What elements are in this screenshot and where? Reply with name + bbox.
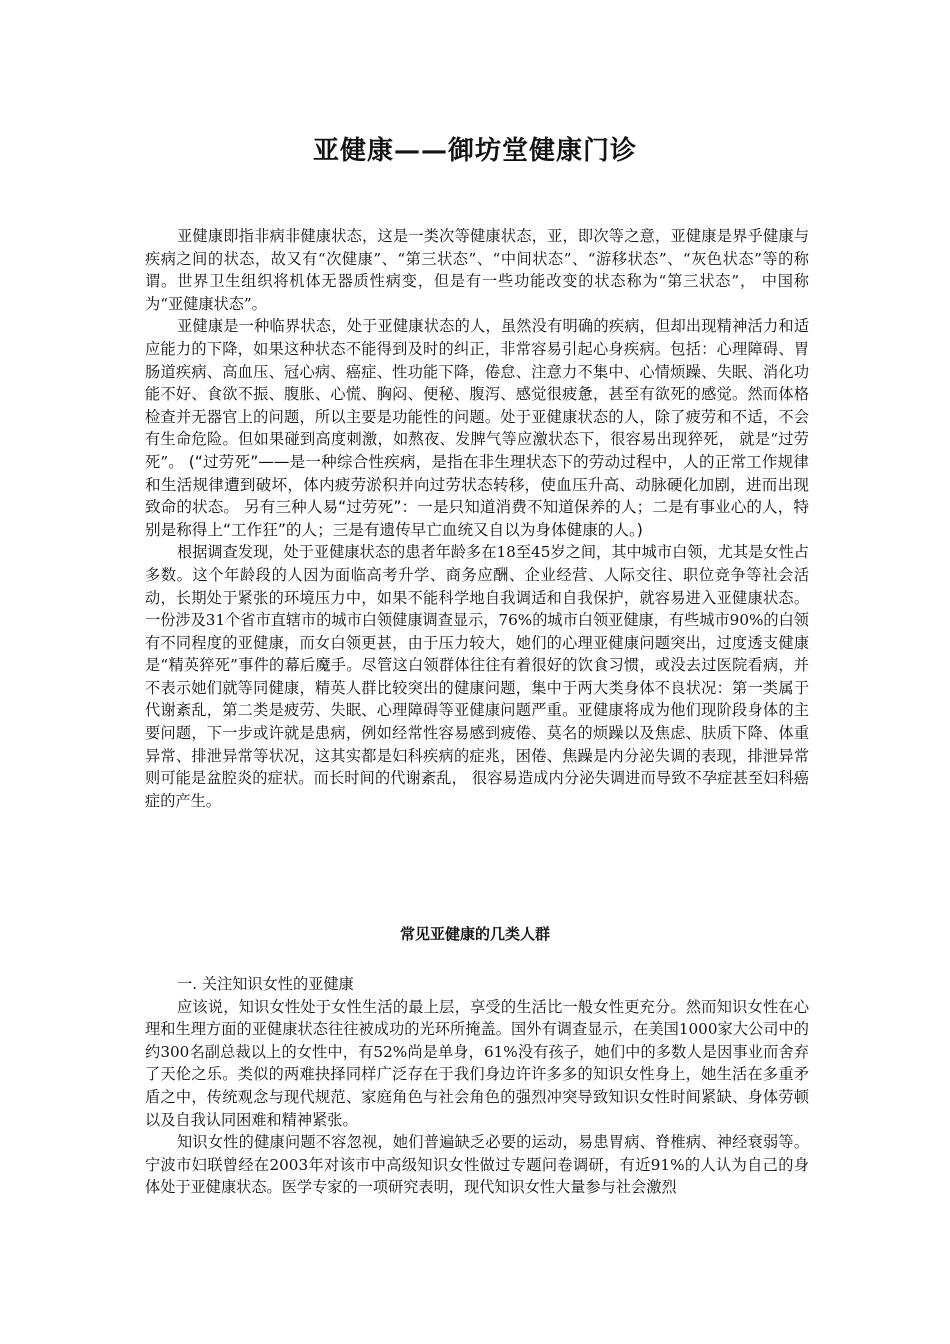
section-heading: 常见亚健康的几类人群: [399, 925, 550, 943]
paragraph-definition: 亚健康即指非病非健康状态，这是一类次等健康状态，亚，即次等之意，亚健康是界乎健康与疾病之间的状态，故又有“次健康”、“第三状态”、“中间状态”、“游移状态”、“灰色状态”等的称谓。世界卫生组织将机体无器质性病变，但是有一些功能改变的状态称为“第三状态”， 中国称为“亚健康状态”。: [145, 227, 809, 313]
document-body: [145, 225, 809, 812]
paragraph-critical-state-text: 亚健康是一种临界状态，处于亚健康状态的人，虽然没有明确的疾病，但却出现精神活力和适应能力的下降，如果这种状态不能得到及时的纠正，非常容易引起心身疾病。包括：心理障碍、胃肠道疾病、高血压、冠心病、癌症、性功能下降，倦怠、注意力不集中、心情烦躁、失眠、消化功能不好、食欲不振、腹胀、心慌、胸闷、便秘、腹泻、感觉很疲惫，甚至有欲死的感觉。然而体格检查并无器官上的问题，所以主要是功能性的问题。处于亚健康状态的人，除了疲劳和不适，不会有生命危险。但如果碰到高度刺激，如熬夜、发脾气等应激状态下，很容易出现猝死， 就是“过劳死”。: [145, 317, 809, 471]
paragraph-knowledge-women: 应该说，知识女性处于女性生活的最上层，享受的生活比一般女性更充分。然而知识女性在心理和生理方面的亚健康状态往往被成功的光环所掩盖。国外有调查显示，在美国1000家大公司中的约300名副总裁以上的女性中，有52%尚是单身，61%没有孩子，她们中的多数人是因事业而舍弃了天伦之乐。类似的两难抉择同样广泛存在于我们身边许许多多的知识女性身上，她生活在多重矛盾之中，传统观念与现代规范、家庭角色与社会角色的强烈冲突导致知识女性时间紧缺、身体劳顿以及自我认同困难和精神紧张。: [145, 997, 809, 1129]
document-title: 亚健康——御坊堂健康门诊: [312, 136, 637, 166]
overwork-death-note: (“过劳死”——是一种综合性疾病，是指在非生理状态下的劳动过程中，人的正常工作规律和生活规律遭到破坏，体内疲劳淤积并向过劳状态转移，使血压升高、动脉硬化加剧，进而出现致命的状态。 另有三种人易“过劳死”：一是只知道消费不知道保养的人；二是有事业心的人，特别是称得上“工作狂”的人；三是有遗传早亡血统又自以为身体健康的人。): [145, 452, 810, 539]
paragraph-critical-state: [145, 315, 809, 541]
subsection-label: 一. 关注知识女性的亚健康: [177, 975, 354, 993]
paragraph-health-issues: 知识女性的健康问题不容忽视，她们普遍缺乏必要的运动，易患胃病、脊椎病、神经衰弱等。宁波市妇联曾经在2003年对该市中高级知识女性做过专题问卷调研，有近91%的人认为自己的身体处于亚健康状态。医学专家的一项研究表明，现代知识女性大量参与社会激烈: [145, 1133, 809, 1197]
section-body: [145, 973, 809, 1199]
paragraph-survey: 根据调查发现，处于亚健康状态的患者年龄多在18至45岁之间，其中城市白领，尤其是女性占多数。这个年龄段的人因为面临高考升学、商务应酬、企业经营、人际交往、职位竞争等社会活动，长期处于紧张的环境压力中，如果不能科学地自我调适和自我保护，就容易进入亚健康状态。一份涉及31个省市直辖市的城市白领健康调查显示，76%的城市白领亚健康，有些城市90%的白领有不同程度的亚健康，而女白领更甚，由于压力较大，她们的心理亚健康问题突出，过度透支健康是“精英猝死”事件的幕后魔手。尽管这白领群体往往有着很好的饮食习惯，或没去过医院看病，并不表示她们就等同健康，精英人群比较突出的健康问题，集中于两大类身体不良状况：第一类属于代谢紊乱，第二类是疲劳、失眠、心理障碍等亚健康问题严重。亚健康将成为他们现阶段身体的主要问题，下一步或许就是患病，例如经常性容易感到疲倦、莫名的烦躁以及焦虑、肤质下降、体重异常、排泄异常等状况，这其实都是妇科疾病的症兆，困倦、焦躁是内分泌失调的表现，排泄异常则可能是盆腔炎的症状。而长时间的代谢紊乱， 很容易造成内分泌失调进而导致不孕症甚至妇科癌症的产生。: [145, 543, 809, 810]
